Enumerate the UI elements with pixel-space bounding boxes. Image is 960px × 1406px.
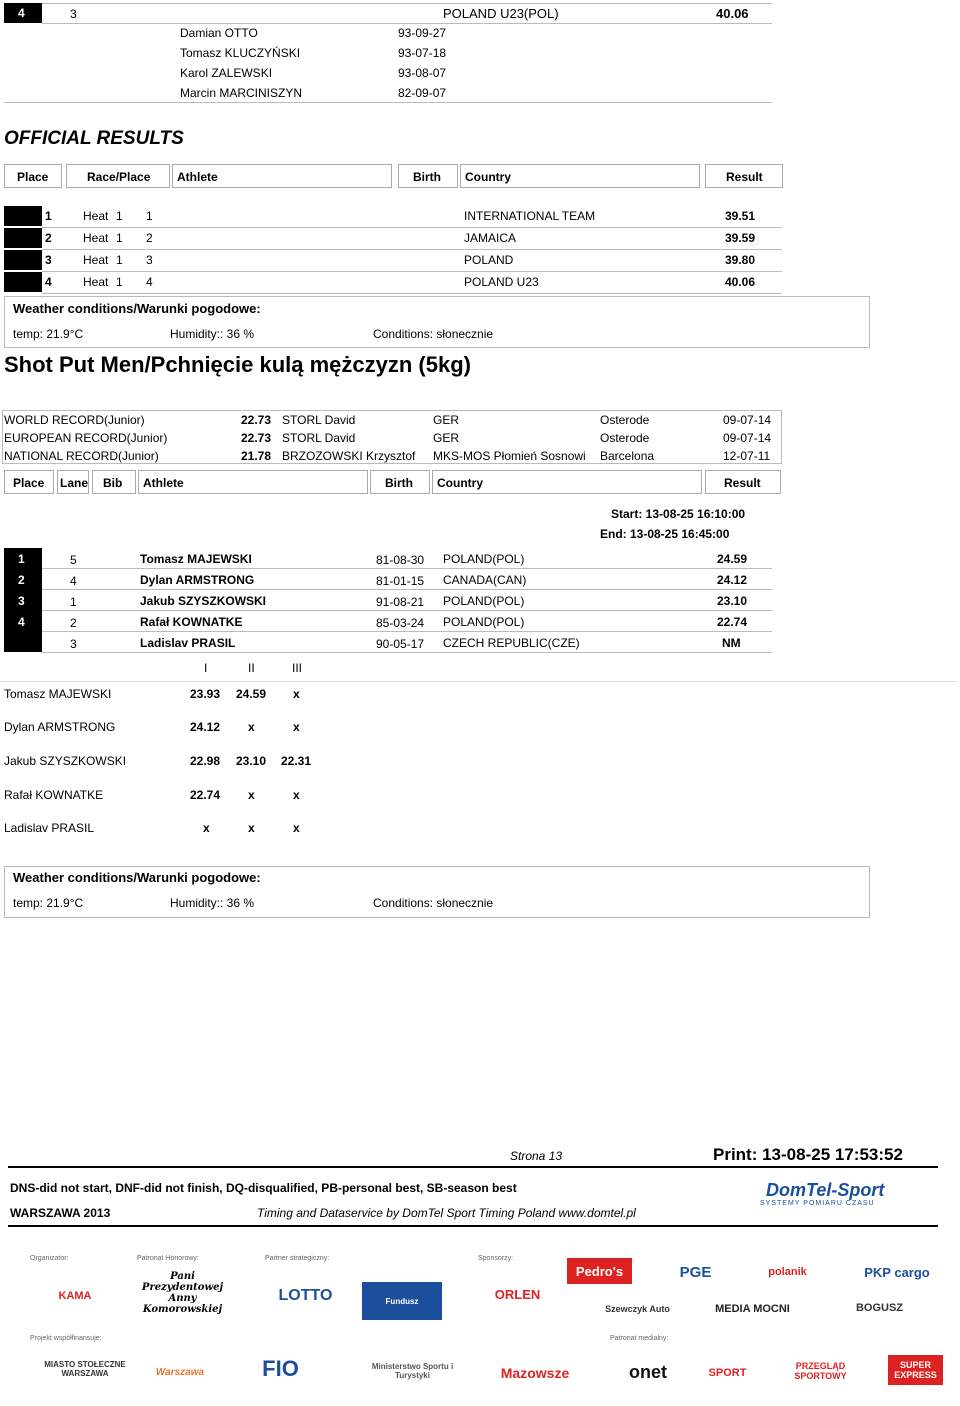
relay-member-name: Karol ZALEWSKI (180, 66, 273, 80)
label-strategic: Partner strategiczny: (265, 1255, 330, 1262)
place-marker (4, 250, 42, 270)
domtel-tagline: SYSTEMY POMIARU CZASU (760, 1200, 875, 1207)
attempt-1: 22.98 (190, 754, 221, 768)
record-date: 09-07-14 (723, 431, 772, 445)
header-birth: Birth (398, 164, 458, 188)
result-mark: 24.12 (717, 573, 748, 587)
record-place: Osterode (600, 431, 650, 445)
relay-bottom-rule (4, 102, 772, 103)
header-birth: Birth (370, 470, 430, 494)
event-title: Shot Put Men/Pchnięcie kulą mężczyzn (5kg) (4, 352, 471, 377)
header-result: Result (705, 164, 783, 188)
weather-title: Weather conditions/Warunki pogodowe: (13, 301, 261, 316)
print-time: Print: 13-08-25 17:53:52 (713, 1145, 903, 1164)
relay-member-birth: 93-09-27 (398, 26, 447, 40)
polanik-logo: polanik (768, 1266, 807, 1278)
pge-logo: PGE (679, 1263, 712, 1281)
result-mark: 24.59 (717, 552, 748, 566)
attempt-name: Rafał KOWNATKE (4, 788, 104, 802)
header-place: Place (4, 164, 62, 188)
record-athlete: STORL David (282, 431, 356, 445)
attempt-header: III (292, 661, 303, 675)
weather-title: Weather conditions/Warunki pogodowe: (13, 870, 261, 885)
attempt-2: 24.59 (236, 687, 267, 701)
record-country: GER (433, 413, 460, 427)
result-mark: 22.74 (717, 615, 748, 629)
label-cofund: Projekt współfinansuje: (30, 1335, 102, 1342)
footer-timing: Timing and Dataservice by DomTel Sport Timing Poland www.domtel.pl (257, 1206, 636, 1220)
official-place: 1 (45, 209, 52, 223)
relay-result: 40.06 (716, 6, 749, 21)
relay-member-birth: 93-08-07 (398, 66, 447, 80)
header-place: Place (4, 470, 54, 494)
pedros-logo: Pedro's (567, 1258, 632, 1284)
patron-signature: Pani Prezydentowej Anny Komorowskiej (141, 1270, 224, 1315)
official-result: 39.80 (725, 253, 756, 267)
weather-temp: temp: 21.9°C (13, 327, 84, 341)
attempt-1: x (203, 821, 210, 835)
official-result: 40.06 (725, 275, 756, 289)
result-birth: 90-05-17 (376, 637, 425, 651)
attempt-2: 23.10 (236, 754, 267, 768)
attempt-name: Jakub SZYSZKOWSKI (4, 754, 127, 768)
tvp-sport-logo: SPORT (708, 1366, 747, 1379)
attempt-name: Ladislav PRASIL (4, 821, 95, 835)
warszawa-sport-logo: Warszawa (155, 1367, 205, 1378)
header-country: Country (460, 164, 700, 188)
attempt-2: x (248, 720, 255, 734)
attempt-1: 24.12 (190, 720, 221, 734)
official-heat-no: 1 (116, 209, 123, 223)
official-heat: Heat (83, 209, 109, 223)
relay-member-name: Damian OTTO (180, 26, 258, 40)
result-lane: 4 (70, 574, 77, 588)
result-athlete: Rafał KOWNATKE (140, 615, 243, 629)
attempt-3: x (293, 687, 300, 701)
attempt-3: x (293, 788, 300, 802)
official-place: 2 (45, 231, 52, 245)
bogusz-logo: BOGUSZ (855, 1302, 904, 1314)
result-athlete: Ladislav PRASIL (140, 636, 236, 650)
header-race-place: Race/Place (66, 164, 170, 188)
label-media: Patronat medialny: (610, 1335, 669, 1342)
result-athlete: Tomasz MAJEWSKI (140, 552, 252, 566)
record-place: Osterode (600, 413, 650, 427)
result-athlete: Dylan ARMSTRONG (140, 573, 255, 587)
official-place: 4 (45, 275, 52, 289)
result-country: POLAND(POL) (443, 552, 525, 566)
attempt-header: I (204, 661, 208, 675)
result-birth: 81-08-30 (376, 553, 425, 567)
label-organizer: Organizator: (30, 1255, 69, 1262)
header-athlete: Athlete (172, 164, 392, 188)
official-results-title: OFFICIAL RESULTS (4, 128, 184, 149)
result-birth: 81-01-15 (376, 574, 425, 588)
record-label: NATIONAL RECORD(Junior) (4, 449, 159, 463)
onet-logo: onet (629, 1362, 667, 1382)
record-athlete: BRZOZOWSKI Krzysztof (282, 449, 416, 463)
warszawa-crest-logo: MIASTO STOŁECZNE WARSZAWA (44, 1360, 126, 1378)
mazowsze-logo: Mazowsze (500, 1364, 570, 1381)
kama-logo: KAMA (58, 1289, 92, 1302)
result-lane: 5 (70, 553, 77, 567)
szewczyk-logo: Szewczyk Auto (605, 1304, 670, 1314)
page-number: Strona 13 (510, 1149, 563, 1163)
fio-logo: FIO (262, 1356, 299, 1381)
relay-member-name: Tomasz KLUCZYŃSKI (180, 46, 301, 60)
relay-top-rule (42, 3, 772, 4)
ministry-logo: Ministerstwo Sportu i Turystyki (371, 1362, 454, 1380)
official-race-place: 2 (146, 231, 153, 245)
attempt-1: 22.74 (190, 788, 221, 802)
pkp-cargo-logo: PKP cargo (864, 1264, 930, 1280)
record-date: 12-07-11 (723, 449, 771, 463)
domtel-logo: DomTel-Sport (766, 1180, 885, 1200)
footer-legend: DNS-did not start, DNF-did not finish, DQ-disqualified, PB-personal best, SB-season best (10, 1181, 517, 1195)
official-race-place: 4 (146, 275, 153, 289)
official-race-place: 1 (146, 209, 153, 223)
result-country: CANADA(CAN) (443, 573, 527, 587)
attempt-1: 23.93 (190, 687, 221, 701)
result-mark: NM (722, 636, 741, 650)
weather-conditions: Conditions: słonecznie (373, 896, 494, 910)
header-result: Result (705, 470, 781, 494)
result-country: POLAND(POL) (443, 594, 525, 608)
attempt-3: x (293, 720, 300, 734)
relay-member-birth: 82-09-07 (398, 86, 447, 100)
result-lane: 3 (70, 637, 77, 651)
record-country: MKS-MOS Płomień Sosnowi (433, 449, 586, 463)
place-marker (4, 206, 42, 226)
record-label: EUROPEAN RECORD(Junior) (4, 431, 168, 445)
header-lane: Lane (57, 470, 89, 494)
record-athlete: STORL David (282, 413, 356, 427)
official-place: 3 (45, 253, 52, 267)
result-mark: 23.10 (717, 594, 748, 608)
record-result: 21.78 (241, 449, 272, 463)
result-birth: 85-03-24 (376, 616, 425, 630)
result-birth: 91-08-21 (376, 595, 425, 609)
relay-rule (42, 23, 772, 24)
result-country: POLAND(POL) (443, 615, 525, 629)
official-country: INTERNATIONAL TEAM (464, 209, 596, 223)
weather-conditions: Conditions: słonecznie (373, 327, 494, 341)
official-heat: Heat (83, 275, 109, 289)
record-country: GER (433, 431, 460, 445)
relay-place-cell: 4 (4, 3, 42, 23)
official-country: POLAND U23 (464, 275, 539, 289)
record-place: Barcelona (600, 449, 655, 463)
result-place: 3 (18, 594, 25, 608)
header-athlete: Athlete (138, 470, 368, 494)
attempt-3: x (293, 821, 300, 835)
orlen-logo: ORLEN (494, 1287, 541, 1302)
attempt-3: 22.31 (281, 754, 312, 768)
result-country: CZECH REPUBLIC(CZE) (443, 636, 580, 650)
result-lane: 2 (70, 616, 77, 630)
footer-rule-top (8, 1166, 938, 1168)
attempt-name: Tomasz MAJEWSKI (4, 687, 112, 701)
result-place: 1 (18, 552, 25, 566)
attempt-2: x (248, 788, 255, 802)
official-heat-no: 1 (116, 275, 123, 289)
official-heat-no: 1 (116, 253, 123, 267)
official-heat: Heat (83, 231, 109, 245)
result-lane: 1 (70, 595, 77, 609)
relay-member-name: Marcin MARCINISZYN (180, 86, 303, 100)
attempts-rule (0, 681, 958, 682)
fundusz-logo: Fundusz (362, 1282, 442, 1320)
header-bib: Bib (92, 470, 136, 494)
weather-humidity: Humidity:: 36 % (170, 896, 255, 910)
place-marker (4, 228, 42, 248)
official-heat-no: 1 (116, 231, 123, 245)
attempt-header: II (248, 661, 255, 675)
start-time: Start: 13-08-25 16:10:00 (611, 507, 746, 521)
super-express-logo: SUPER EXPRESS (888, 1355, 943, 1385)
attempt-name: Dylan ARMSTRONG (4, 720, 116, 734)
footer-event: WARSZAWA 2013 (10, 1206, 111, 1220)
lotto-logo: LOTTO (278, 1286, 333, 1304)
label-patron: Patronat Honorowy: (137, 1255, 199, 1262)
header-country: Country (432, 470, 702, 494)
relay-lane: 3 (70, 7, 77, 21)
result-place: 2 (18, 573, 25, 587)
result-athlete: Jakub SZYSZKOWSKI (140, 594, 267, 608)
official-result: 39.51 (725, 209, 756, 223)
weather-temp: temp: 21.9°C (13, 896, 84, 910)
weather-humidity: Humidity:: 36 % (170, 327, 255, 341)
place-marker (4, 272, 42, 292)
result-place: 4 (18, 615, 25, 629)
przeglad-sportowy-logo: PRZEGLĄD SPORTOWY (794, 1361, 847, 1381)
official-country: POLAND (464, 253, 514, 267)
end-time: End: 13-08-25 16:45:00 (600, 527, 730, 541)
attempt-2: x (248, 821, 255, 835)
footer-rule-bottom (8, 1225, 938, 1227)
relay-member-birth: 93-07-18 (398, 46, 447, 60)
official-country: JAMAICA (464, 231, 517, 245)
official-result: 39.59 (725, 231, 756, 245)
record-label: WORLD RECORD(Junior) (4, 413, 145, 427)
mediamocni-logo: MEDIA MOCNI (715, 1303, 790, 1315)
official-race-place: 3 (146, 253, 153, 267)
official-heat: Heat (83, 253, 109, 267)
record-result: 22.73 (241, 413, 272, 427)
relay-country: POLAND U23(POL) (443, 6, 559, 21)
record-date: 09-07-14 (723, 413, 772, 427)
label-sponsors: Sponsorzy: (478, 1255, 514, 1262)
record-result: 22.73 (241, 431, 272, 445)
